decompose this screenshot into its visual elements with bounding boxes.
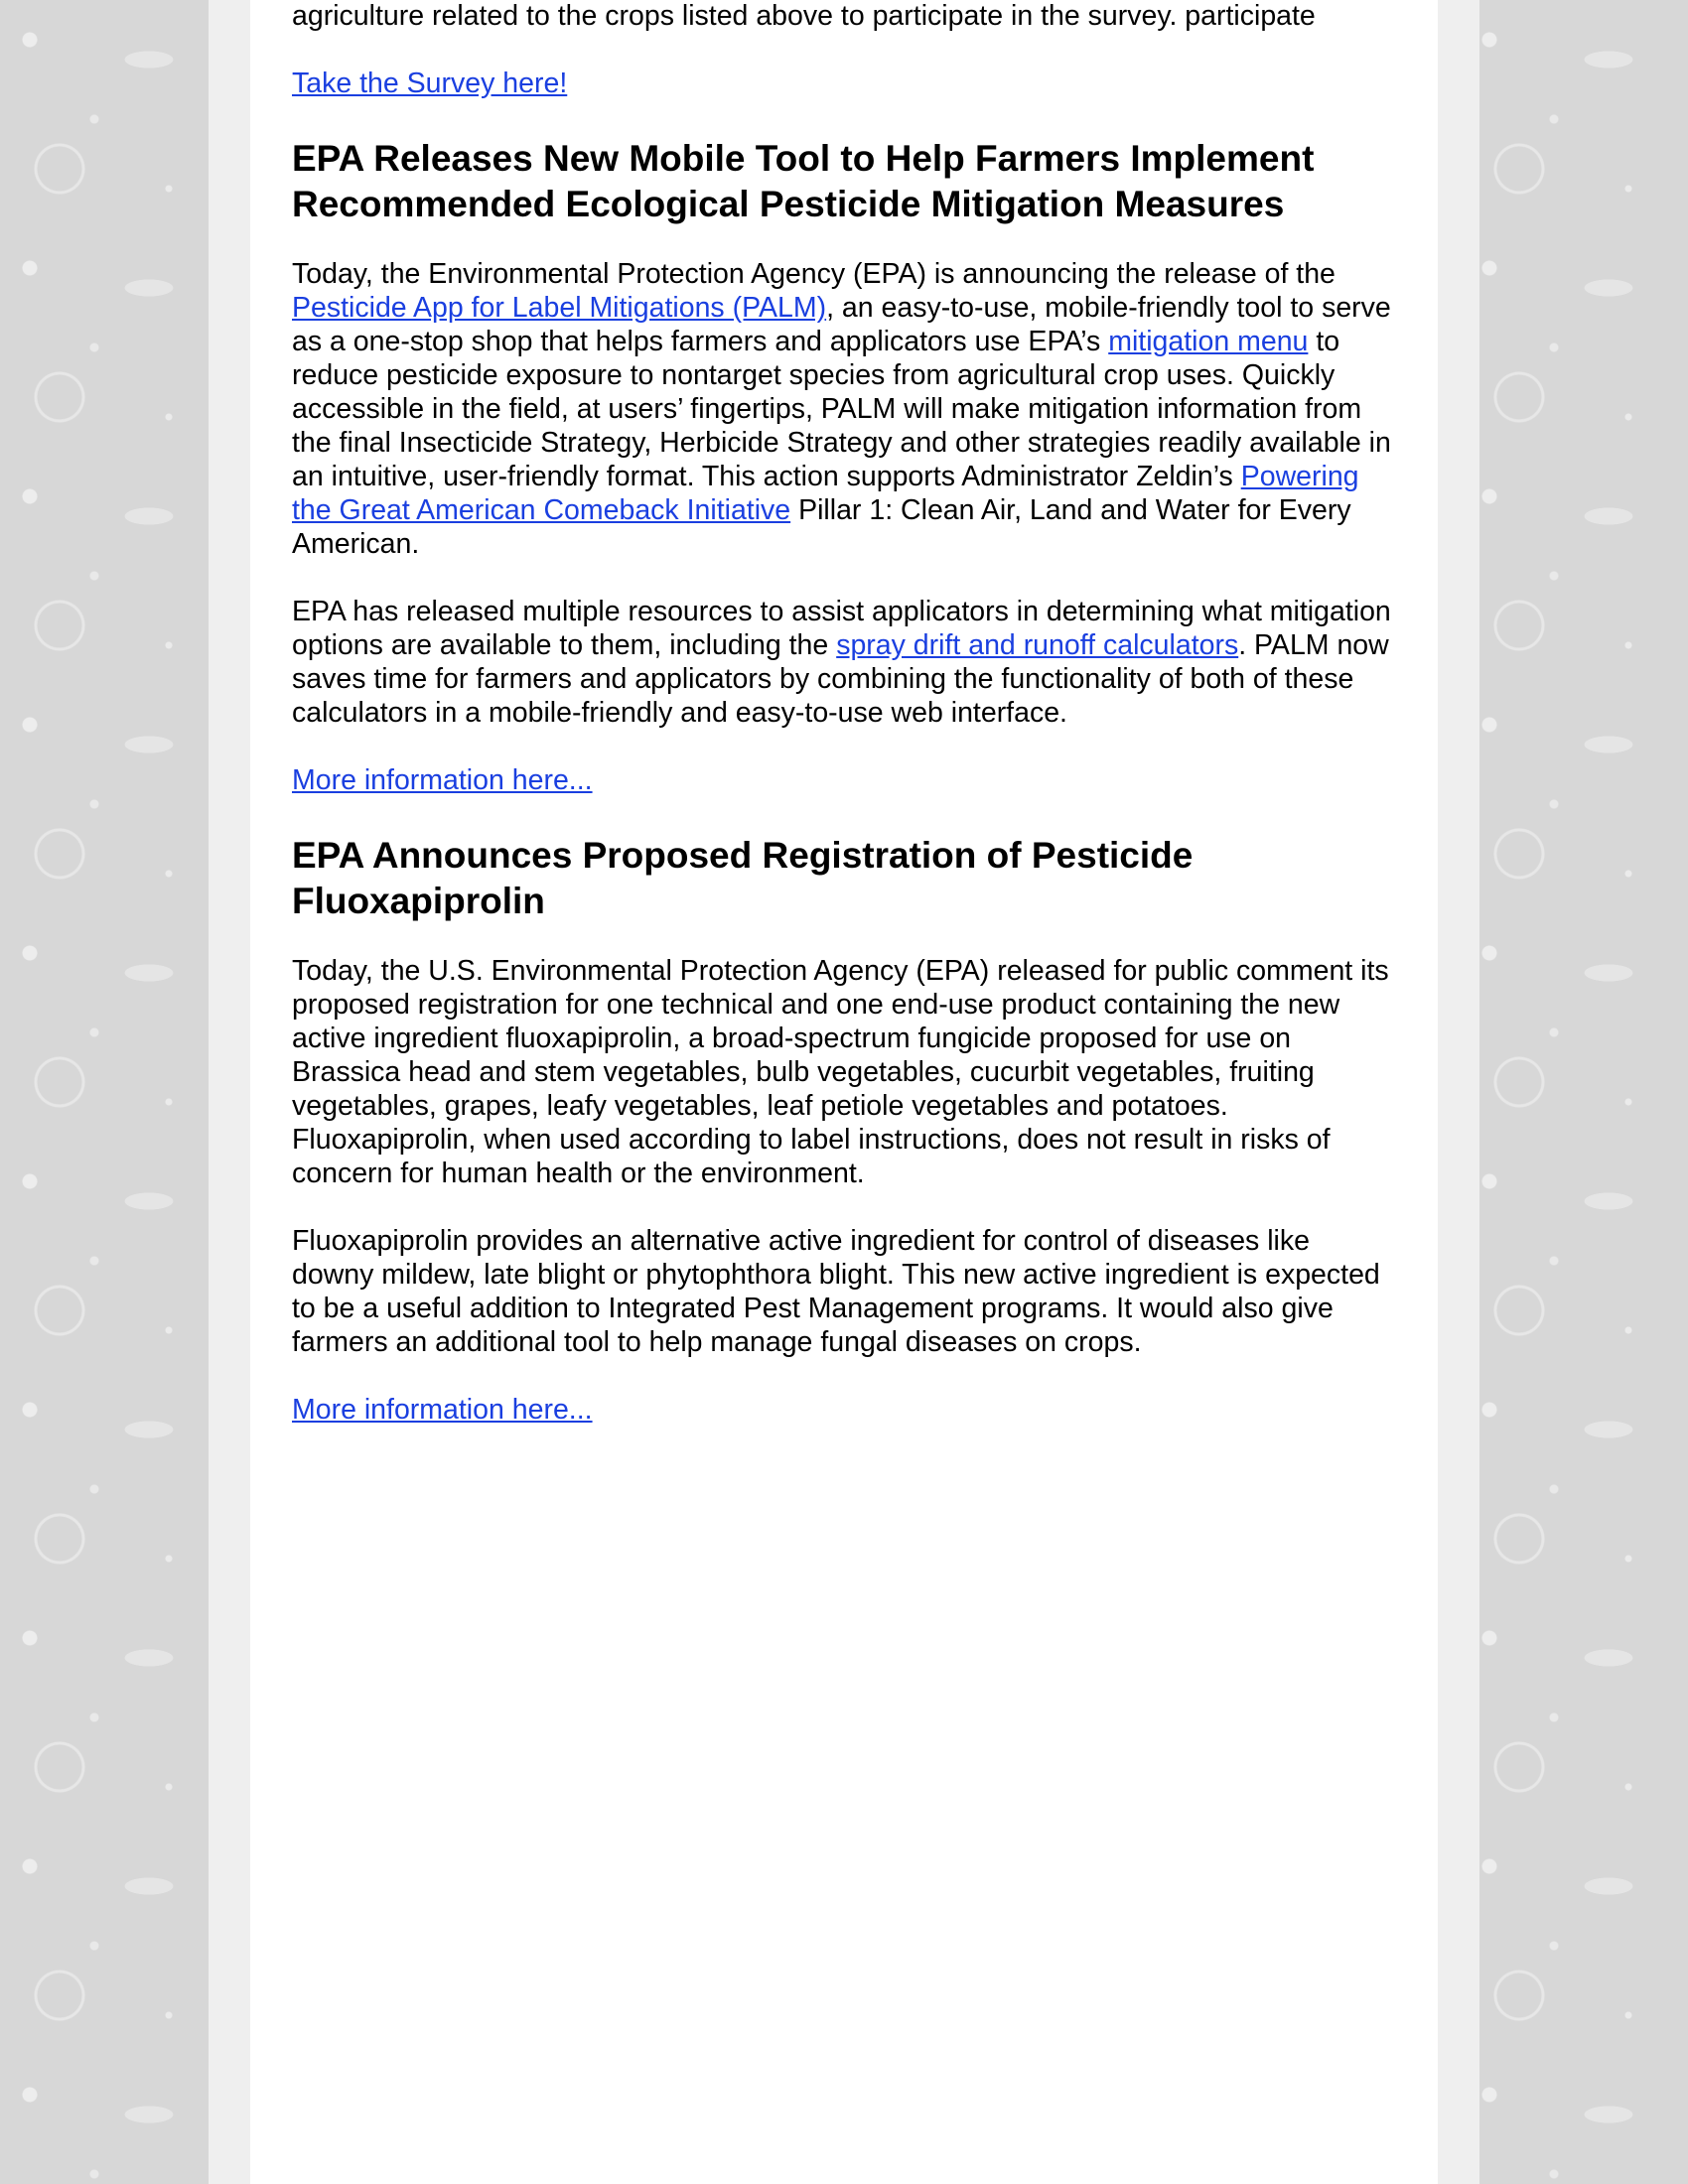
article-fluoxapiprolin-paragraph-1: Today, the U.S. Environmental Protection Agency (EPA) released for public comment its proposed registration for one technical and one end-use product containing the new active ingredient fluoxapiprolin, a broad-spectrum fungicide proposed for use on Brassica head and stem vegetables, bulb vegetables, cucurbit vegetables, fruiting vegetables, grapes, leafy vegetables, leaf petiole vegetables and potatoes. Fluoxapiprolin, when used according to label instructions, does not result in risks of concern for human health or the environment. <box>292 955 1389 1189</box>
article-fluoxapiprolin <box>292 833 1396 1427</box>
text-run: . PALM now saves time for farmers and applicators by combining the functionality of both of these calculators in a mobile-friendly and easy-to-use web interface. <box>292 629 1389 729</box>
article-palm-more-link[interactable]: More information here... <box>292 764 593 796</box>
newsletter-content <box>250 0 1438 2184</box>
mitigation-menu-link[interactable]: mitigation menu <box>1108 326 1309 357</box>
article-palm-paragraph-1 <box>292 257 1396 561</box>
palm-link[interactable]: Pesticide App for Label Mitigations (PALM) <box>292 292 827 324</box>
article-fluoxapiprolin-title: EPA Announces Proposed Registration of Pesticide Fluoxapiprolin <box>292 835 1194 921</box>
right-background-band <box>1438 0 1479 2184</box>
text-run: , an easy-to-use, mobile-friendly tool to serve as a one-stop shop that helps farmers and applicators use EPA’s <box>292 292 1391 357</box>
comeback-initiative-link[interactable]: Powering the Great American Comeback Initiative <box>292 461 1359 526</box>
text-run: Pillar 1: Clean Air, Land and Water for Every American. <box>292 494 1351 560</box>
article-fluoxapiprolin-paragraph-2: Fluoxapiprolin provides an alternative active ingredient for control of diseases like downy mildew, late blight or phytophthora blight. This new active ingredient is expected to be a useful addition to Integrated Pest Management programs. It would also give farmers an additional tool to help manage fungal diseases on crops. <box>292 1225 1380 1358</box>
left-background-band <box>209 0 250 2184</box>
text-run: to reduce pesticide exposure to nontarget species from agricultural crop uses. Quickly accessible in the field, at users’ fingertips, PALM will make mitigation information from the final Insecticide Strategy, Herbicide Strategy and other strategies readily available in an intuitive, user-friendly format. This action supports Administrator Zeldin’s <box>292 326 1391 492</box>
article-palm <box>292 136 1396 797</box>
survey-section <box>292 0 1396 100</box>
article-palm-paragraph-2 <box>292 595 1396 730</box>
article-fluoxapiprolin-more-paragraph <box>292 1393 1396 1427</box>
survey-text: agriculture related to the crops listed above to participate in the survey. participate <box>292 0 1316 32</box>
survey-link[interactable]: Take the Survey here! <box>292 68 568 99</box>
article-palm-title: EPA Releases New Mobile Tool to Help Farmers Implement Recommended Ecological Pesticide Mitigation Measures <box>292 138 1315 224</box>
article-fluoxapiprolin-more-link[interactable]: More information here... <box>292 1394 593 1426</box>
text-run: EPA has released multiple resources to assist applicators in determining what mitigation options are available to them, including the <box>292 596 1391 661</box>
article-palm-more-paragraph <box>292 763 1396 797</box>
calculators-link[interactable]: spray drift and runoff calculators <box>836 629 1239 661</box>
text-run: Today, the Environmental Protection Agency (EPA) is announcing the release of the <box>292 258 1336 290</box>
survey-paragraph <box>292 67 1396 100</box>
